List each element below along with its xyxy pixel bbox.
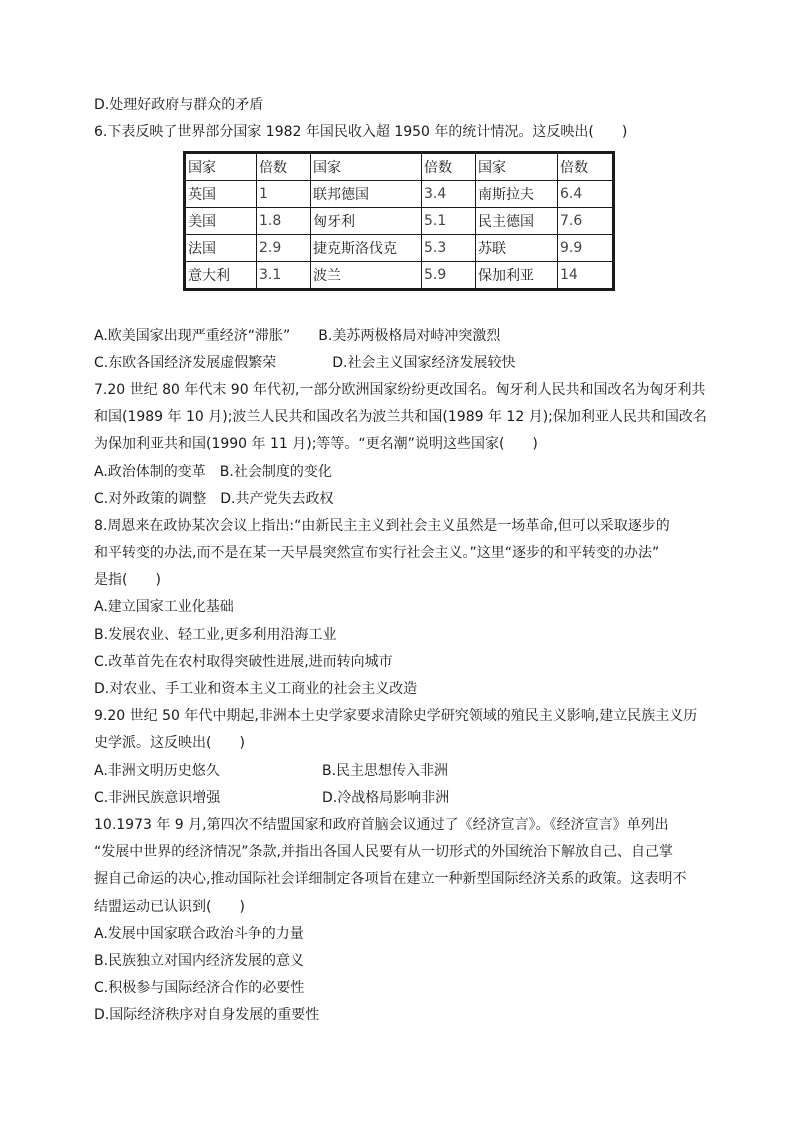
q10-stem-line-4: 结盟运动已认识到( ) (94, 899, 245, 915)
table-cell: 3.1 (257, 262, 311, 290)
q6-options-cd: C.东欧各国经济发展虚假繁荣 D.社会主义国家经济发展较快 (94, 355, 516, 371)
table-cell: 1.8 (257, 208, 311, 235)
table-row (185, 235, 614, 262)
q8-stem-line-2: 和平转变的办法,而不是在某一天早晨突然宣布实行社会主义。”这里“逐步的和平转变的办法” (94, 545, 660, 561)
q8-option-a: A.建立国家工业化基础 (94, 599, 234, 615)
q7-stem-line-1: 7.20 世纪 80 年代末 90 年代初,一部分欧洲国家纷纷更改国名。匈牙利人民共和国改名为匈牙利共 (94, 382, 706, 398)
table-cell: 3.4 (422, 181, 476, 208)
q10-option-b: B.民族独立对国内经济发展的意义 (94, 953, 305, 969)
table-header-cell: 倍数 (422, 153, 476, 181)
table-cell: 意大利 (185, 262, 257, 290)
table-cell: 5.1 (422, 208, 476, 235)
q10-option-c: C.积极参与国际经济合作的必要性 (94, 980, 305, 996)
table-cell: 6.4 (558, 181, 614, 208)
table-header-cell: 国家 (311, 153, 422, 181)
table-cell: 保加利亚 (476, 262, 558, 290)
q10-stem-line-2: “发展中世界的经济情况”条款,并指出各国人民要有从一切形式的外国统治下解放自己、自己掌 (94, 844, 673, 860)
q8-stem-line-3: 是指( ) (94, 572, 161, 588)
q9-option-b: B.民主思想传入非洲 (322, 763, 449, 779)
q8-option-d: D.对农业、手工业和资本主义工商业的社会主义改造 (94, 681, 418, 697)
q9-option-a: A.非洲文明历史悠久 (94, 763, 220, 779)
table-header-row (185, 153, 614, 181)
q10-stem-line-1: 10.1973 年 9 月,第四次不结盟国家和政府首脑会议通过了《经济宣言》。《经济宣言》单列出 (94, 817, 669, 833)
table-cell: 5.3 (422, 235, 476, 262)
table-header-cell: 国家 (476, 153, 558, 181)
table-cell: 英国 (185, 181, 257, 208)
q10-option-d: D.国际经济秩序对自身发展的重要性 (94, 1007, 320, 1023)
q7-options-ab: A.政治体制的变革 B.社会制度的变化 (94, 464, 332, 480)
table-row (185, 262, 614, 290)
table-cell: 法国 (185, 235, 257, 262)
table-cell: 匈牙利 (311, 208, 422, 235)
q8-option-c: C.改革首先在农村取得突破性进展,进而转向城市 (94, 654, 393, 670)
table-cell: 1 (257, 181, 311, 208)
table-header-cell: 倍数 (257, 153, 311, 181)
q8-option-b: B.发展农业、轻工业,更多利用沿海工业 (94, 627, 337, 643)
q9-stem-line-2: 史学派。这反映出( ) (94, 735, 245, 751)
table-header-cell: 国家 (185, 153, 257, 181)
table-cell: 7.6 (558, 208, 614, 235)
q7-stem-line-3: 为保加利亚共和国(1990 年 11 月);等等。“更名潮”说明这些国家( ) (94, 436, 538, 452)
q6-income-table (183, 151, 615, 291)
table-row (185, 181, 614, 208)
table-cell: 苏联 (476, 235, 558, 262)
q8-stem-line-1: 8.周恩来在政协某次会议上指出:“由新民主主义到社会主义虽然是一场革命,但可以采取逐步的 (94, 518, 670, 534)
q5-option-d: D.处理好政府与群众的矛盾 (94, 97, 264, 113)
q9-stem-line-1: 9.20 世纪 50 年代中期起,非洲本土史学家要求清除史学研究领域的殖民主义影响,建立民族主义历 (94, 708, 698, 724)
table-cell: 2.9 (257, 235, 311, 262)
q9-option-c: C.非洲民族意识增强 (94, 790, 221, 806)
table-header-cell: 倍数 (558, 153, 614, 181)
table-cell: 联邦德国 (311, 181, 422, 208)
table-cell: 9.9 (558, 235, 614, 262)
table-cell: 南斯拉夫 (476, 181, 558, 208)
q6-stem: 6.下表反映了世界部分国家 1982 年国民收入超 1950 年的统计情况。这反映出( ) (94, 124, 628, 140)
q9-option-d: D.冷战格局影响非洲 (322, 790, 450, 806)
table-cell: 美国 (185, 208, 257, 235)
table-row (185, 208, 614, 235)
table-cell: 14 (558, 262, 614, 290)
q10-stem-line-3: 握自己命运的决心,推动国际社会详细制定各项旨在建立一种新型国际经济关系的政策。这表明不 (94, 871, 687, 887)
q7-stem-line-2: 和国(1989 年 10 月);波兰人民共和国改名为波兰共和国(1989 年 12 月);保加利亚人民共和国改名 (94, 409, 707, 425)
table-cell: 捷克斯洛伐克 (311, 235, 422, 262)
q10-option-a: A.发展中国家联合政治斗争的力量 (94, 926, 304, 942)
q7-options-cd: C.对外政策的调整 D.共产党失去政权 (94, 491, 334, 507)
q6-options-ab: A.欧美国家出现严重经济“滞胀” B.美苏两极格局对峙冲突激烈 (94, 328, 501, 344)
table-cell: 民主德国 (476, 208, 558, 235)
table-cell: 波兰 (311, 262, 422, 290)
table-cell: 5.9 (422, 262, 476, 290)
